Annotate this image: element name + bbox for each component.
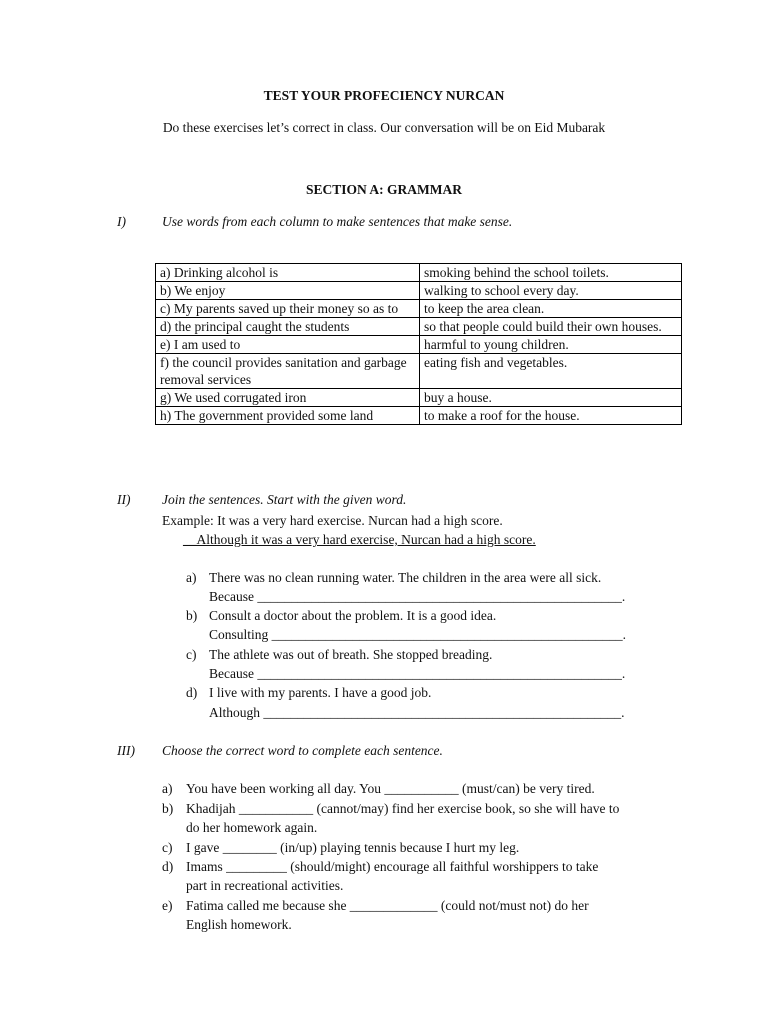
part3-item-letter: c)	[162, 840, 173, 855]
column-a-cell: g) We used corrugated iron	[156, 389, 420, 407]
part2-item-sentence: The athlete was out of breath. She stopped breading.	[209, 647, 493, 662]
part3-item-letter: e)	[162, 898, 173, 913]
column-a-cell: b) We enjoy	[156, 282, 420, 300]
section-title: SECTION A: GRAMMAR	[305, 182, 462, 197]
part2-item-answer-line: Because ______________________________________________________.	[209, 666, 626, 681]
part1-number: I)	[117, 214, 126, 229]
part2-item-letter: b)	[186, 608, 198, 623]
part2-item-answer-line: Consulting ____________________________________________________.	[209, 627, 627, 642]
column-b-cell: to make a roof for the house.	[420, 407, 682, 425]
part3-item-line: Imams _________ (should/might) encourage all faithful worshippers to take	[186, 859, 599, 874]
part3-instruction: Choose the correct word to complete each sentence.	[162, 743, 443, 758]
part3-item-line-continued: do her homework again.	[186, 820, 318, 835]
part3-item-letter: a)	[162, 781, 173, 796]
part2-item-sentence: I live with my parents. I have a good job.	[209, 685, 432, 700]
part3-number: III)	[117, 743, 135, 758]
part2-instruction: Join the sentences. Start with the given word.	[162, 492, 407, 507]
table-row	[156, 318, 682, 336]
part3-item-letter: d)	[162, 859, 174, 874]
column-a-cell: e) I am used to	[156, 336, 420, 354]
part3-item-line: Fatima called me because she _____________ (could not/must not) do her	[186, 898, 589, 913]
part1-instruction: Use words from each column to make sentences that make sense.	[162, 214, 513, 229]
table-row	[156, 300, 682, 318]
column-a-cell: h) The government provided some land	[156, 407, 420, 425]
part3-item-line-continued: part in recreational activities.	[186, 878, 344, 893]
part2-item-answer-line: Because ______________________________________________________.	[209, 589, 626, 604]
column-b-cell: buy a house.	[420, 389, 682, 407]
column-b-cell: eating fish and vegetables.	[420, 354, 682, 389]
table-row	[156, 336, 682, 354]
part2-item-sentence: Consult a doctor about the problem. It is a good idea.	[209, 608, 497, 623]
part2-item-letter: a)	[186, 570, 197, 585]
part2-item-letter: d)	[186, 685, 198, 700]
part2-item-answer-line: Although _____________________________________________________.	[209, 705, 625, 720]
example-answer: __Although it was a very hard exercise, Nurcan had a high score.	[183, 532, 536, 547]
column-b-cell: to keep the area clean.	[420, 300, 682, 318]
part3-item-line: Khadijah ___________ (cannot/may) find her exercise book, so she will have to	[186, 801, 620, 816]
table-row	[156, 389, 682, 407]
column-b-cell: smoking behind the school toilets.	[420, 264, 682, 282]
page-title: TEST YOUR PROFECIENCY NURCAN	[263, 88, 505, 103]
intro-text: Do these exercises let’s correct in class. Our conversation will be on Eid Mubarak	[162, 120, 606, 135]
part3-item-line: I gave ________ (in/up) playing tennis because I hurt my leg.	[186, 840, 520, 855]
column-a-cell: c) My parents saved up their money so as to	[156, 300, 420, 318]
column-a-cell: f) the council provides sanitation and garbage removal services	[156, 354, 420, 389]
part2-item-letter: c)	[186, 647, 197, 662]
part3-item-line-continued: English homework.	[186, 917, 292, 932]
matching-table	[155, 263, 682, 425]
table-row	[156, 354, 682, 389]
column-b-cell: harmful to young children.	[420, 336, 682, 354]
table-row	[156, 264, 682, 282]
part2-number: II)	[117, 492, 131, 507]
table-row	[156, 282, 682, 300]
table-row	[156, 407, 682, 425]
example-text: Example: It was a very hard exercise. Nurcan had a high score.	[162, 513, 503, 528]
part3-item-letter: b)	[162, 801, 174, 816]
part3-item-line: You have been working all day. You ___________ (must/can) be very tired.	[186, 781, 595, 796]
part2-item-sentence: There was no clean running water. The children in the area were all sick.	[209, 570, 602, 585]
column-b-cell: so that people could build their own houses.	[420, 318, 682, 336]
column-b-cell: walking to school every day.	[420, 282, 682, 300]
column-a-cell: a) Drinking alcohol is	[156, 264, 420, 282]
column-a-cell: d) the principal caught the students	[156, 318, 420, 336]
